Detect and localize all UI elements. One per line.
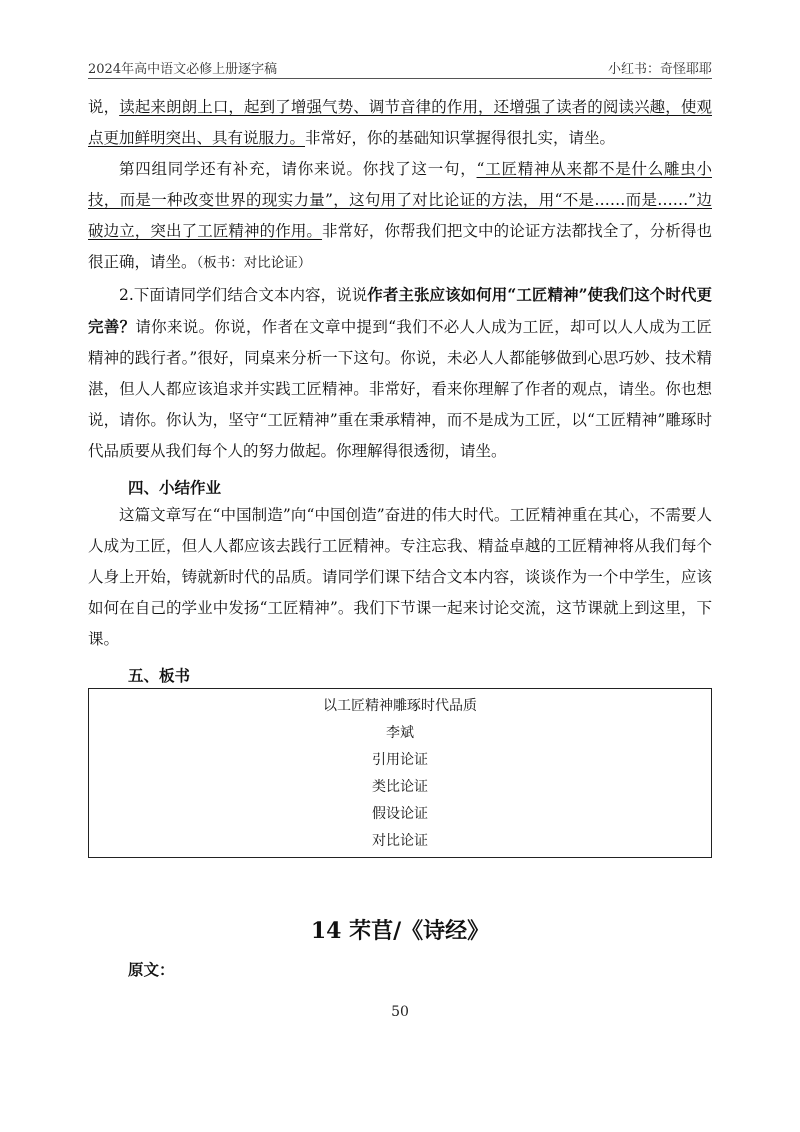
p3-lead: 2.下面请同学们结合文本内容，说说: [119, 286, 368, 304]
board-item: 假设论证: [372, 806, 428, 822]
header-author: 小红书：奇怪耶耶: [607, 62, 712, 77]
paragraph-1: [88, 92, 712, 154]
board-item: 类比论证: [372, 779, 428, 795]
body-text: [88, 92, 712, 467]
section-5-title: 五、板书: [128, 666, 191, 685]
board-author: 李斌: [386, 725, 414, 741]
poem-title: 14 芣苢/《诗经》: [310, 918, 490, 944]
p2-comment: 非常好，你帮我们把文中的论证方法都找全了，分析得也很正确，请坐。: [88, 222, 712, 271]
p1-lead: 说，: [88, 98, 120, 116]
section-4-body: [88, 500, 712, 655]
page-header: [88, 56, 712, 79]
blackboard-box: [88, 688, 712, 858]
board-item: 对比论证: [372, 833, 428, 849]
board-item: 引用论证: [372, 752, 428, 768]
paragraph-2: [88, 154, 712, 279]
p3-body: 请你来说。你说，作者在文章中提到“我们不必人人成为工匠，却可以人人成为工匠精神的践行者。”很好，同桌来分析一下这句。你说，未必人人都能够做到心思巧妙、技术精湛，但人人都应该追求并实践工匠精神。非常好，看来你理解了作者的观点，请坐。你也想说，请你。你认为，坚守“工匠精神”重在秉承精神，而不是成为工匠，以“工匠精神”雕琢时代品质要从我们每个人的努力做起。你理解得很透彻，请坐。: [88, 318, 712, 460]
p2-underlined: “工匠精神从来都不是什么雕虫小技，而是一种改变世界的现实力量”，这句用了对比论证的方法，用“不是……而是……”边破边立，突出了工匠精神的作用。: [88, 160, 712, 240]
original-text-label: 原文：: [128, 960, 175, 979]
p3-question: 作者主张应该如何用“工匠精神”使我们这个时代更完善？: [88, 285, 712, 336]
p2-lead: 第四组同学还有补充，请你来说。你找了这一句，: [119, 160, 477, 178]
p2-board-note: （板书：对比论证）: [196, 255, 312, 271]
p1-comment: 非常好，你的基础知识掌握得很扎实，请坐。: [305, 129, 616, 147]
page-number: 50: [391, 1004, 409, 1020]
paragraph-3: [88, 279, 712, 467]
p1-underlined: 读起来朗朗上口，起到了增强气势、调节音律的作用，还增强了读者的阅读兴趣，使观点更加鲜明突出、具有说服力。: [88, 98, 712, 147]
board-title: 以工匠精神雕琢时代品质: [323, 698, 477, 714]
header-document-title: 2024年高中语文必修上册逐字稿: [88, 62, 278, 77]
section-4-text: 这篇文章写在“中国制造”向“中国创造”奋进的伟大时代。工匠精神重在其心，不需要人人成为工匠，但人人都应该去践行工匠精神。专注忘我、精益卓越的工匠精神将从我们每个人身上开始，铸就新时代的品质。请同学们课下结合文本内容，谈谈作为一个中学生，应该如何在自己的学业中发扬“工匠精神”。我们下节课一起来讨论交流，这节课就上到这里，下课。: [88, 506, 712, 648]
section-4-title: 四、小结作业: [128, 478, 222, 497]
